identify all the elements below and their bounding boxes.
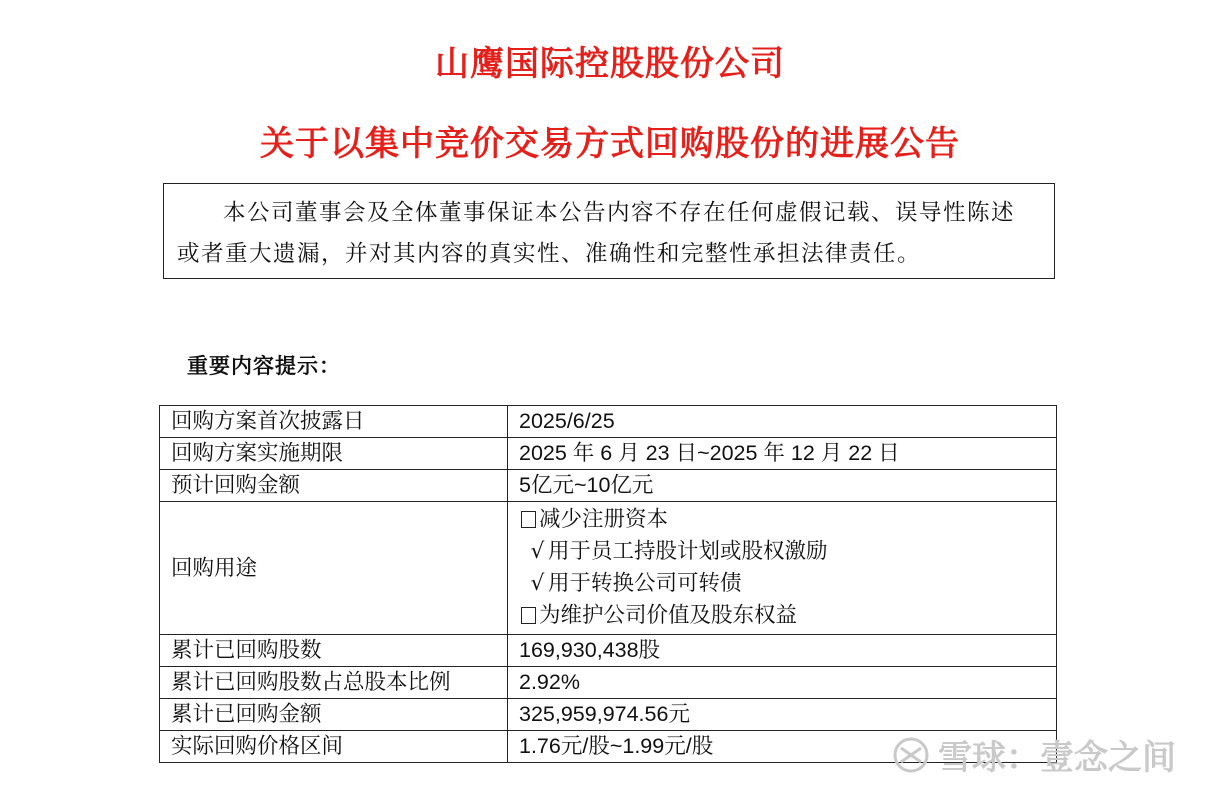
statement-line-1-text: 本公司董事会及全体董事保证本公告内容不存在任何虚假记载、误导性陈述 [223, 200, 1016, 226]
row-value: 325,959,974.56元 [508, 699, 1057, 731]
purpose-option-text: 用于员工持股计划或股权激励 [548, 539, 828, 564]
section-heading: 重要内容提示： [187, 353, 341, 378]
purpose-option [519, 568, 1056, 600]
snowball-watermark [892, 730, 1176, 779]
repurchase-info-table [159, 405, 1057, 763]
table-row [160, 699, 1057, 731]
table-row [160, 406, 1057, 438]
purpose-option [519, 536, 1056, 568]
table-row [160, 470, 1057, 502]
watermark-text: 雪球：壹念之间 [938, 738, 1176, 778]
checkmark-icon: √ [530, 539, 545, 564]
statement-line-1 [177, 193, 1044, 234]
snowball-logo-icon [892, 736, 930, 774]
unchecked-box-icon [521, 511, 536, 528]
company-name-title: 山鹰国际控股股份公司 [435, 44, 785, 84]
row-label: 预计回购金额 [160, 470, 508, 502]
table-row [160, 667, 1057, 699]
statement-line-2: 或者重大遗漏，并对其内容的真实性、准确性和完整性承担法律责任。 [177, 241, 922, 267]
table-row [160, 635, 1057, 667]
row-value: 2025/6/25 [508, 406, 1057, 438]
row-value: 1.76元/股~1.99元/股 [508, 731, 1057, 763]
row-label: 累计已回购股数 [160, 635, 508, 667]
row-label: 回购方案实施期限 [160, 438, 508, 470]
purpose-option-text: 用于转换公司可转债 [548, 571, 742, 596]
purpose-options-cell [508, 502, 1057, 635]
purpose-option [519, 504, 1056, 536]
row-label: 累计已回购股数占总股本比例 [160, 667, 508, 699]
row-value: 2.92% [508, 667, 1057, 699]
row-value: 169,930,438股 [508, 635, 1057, 667]
announcement-title: 关于以集中竞价交易方式回购股份的进展公告 [260, 124, 960, 164]
unchecked-box-icon [521, 607, 536, 624]
row-value: 5亿元~10亿元 [508, 470, 1057, 502]
row-label: 实际回购价格区间 [160, 731, 508, 763]
purpose-option-text: 减少注册资本 [539, 507, 669, 532]
row-label: 回购方案首次披露日 [160, 406, 508, 438]
board-statement-box [163, 183, 1055, 279]
row-label: 累计已回购金额 [160, 699, 508, 731]
row-label: 回购用途 [160, 502, 508, 635]
table-row [160, 502, 1057, 635]
purpose-option [519, 600, 1056, 632]
checkmark-icon: √ [530, 571, 545, 596]
purpose-option-text: 为维护公司价值及股东权益 [539, 603, 798, 628]
table-row [160, 438, 1057, 470]
row-value: 2025 年 6 月 23 日~2025 年 12 月 22 日 [508, 438, 1057, 470]
